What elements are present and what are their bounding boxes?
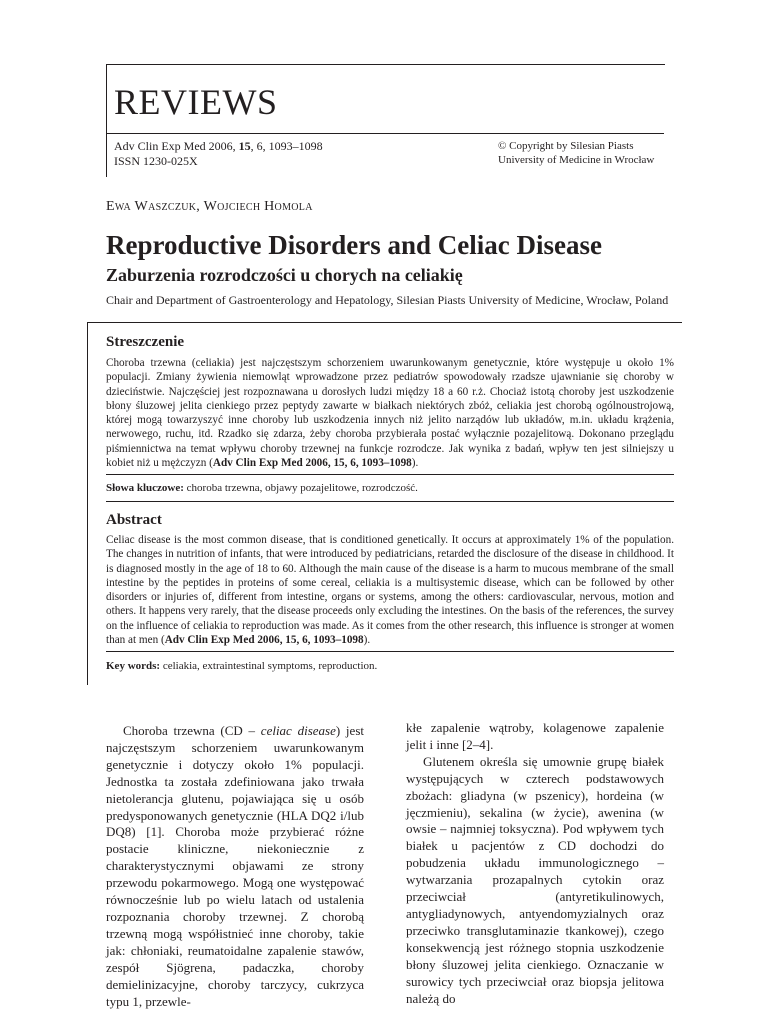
paragraph: [106, 723, 364, 1010]
streszczenie-keywords-text: choroba trzewna, objawy pozajelitowe, rozrodczość.: [183, 482, 418, 494]
copyright-line2: University of Medicine in Wrocław: [498, 154, 655, 166]
journal-citation: [114, 139, 323, 169]
authors: Ewa Waszczuk, Wojciech Homola: [106, 199, 313, 214]
affiliation: Chair and Department of Gastroenterology and Hepatology, Silesian Piasts University of Medicine, Wrocław, Poland: [106, 293, 669, 307]
body-column-left: [106, 720, 364, 1010]
abstract-text: [106, 533, 674, 647]
paragraph: Glutenem określa się umownie grupę białek występujących w czterech podstawowych zbożach: gliadyna (w pszenicy), hordeina (w jęczmieniu), sekalina (w życie), awenina (w owsie – najmniej toksyczna). Pod wpływem tych białek u pacjentów z CD dochodzi do pobudzenia układu immunologicznego – wytwarzania prozapalnych cytokin oraz przeciwciał (antyretikulinowych, antygliadynowych, antyendomyzialnych oraz przeciwko transglutaminazie tkankowej), czego konsekwencją jest różnego stopnia uszkodzenie błony śluzowej jelita cienkiego. Oznaczanie w surowicy tych przeciwciał oraz biopsja jelitowa należą do: [406, 753, 664, 1006]
abstract-keywords-text: celiakia, extraintestinal symptoms, reproduction.: [160, 660, 378, 672]
header-divider: [106, 133, 664, 134]
journal-volume: 15: [238, 139, 251, 153]
article-title-pl: Zaburzenia rozrodczości u chorych na celiakię: [106, 265, 463, 285]
abstract-divider: [106, 651, 674, 652]
streszczenie-citation: Adv Clin Exp Med 2006, 15, 6, 1093–1098: [212, 457, 412, 470]
journal-line1-rest: , 6, 1093–1098: [250, 139, 323, 153]
copyright-line1: © Copyright by Silesian Piasts: [498, 140, 634, 152]
abstract-body: Celiac disease is the most common disease, that is conditioned genetically. It occurs at approximately 1% of the population. The changes in nutrition of infants, that were introduced by pediatricians, retarded the disclosure of the disease in childhood. It is diagnosed mostly in the age of 18 to 60. Although the main cause of the disease is a harm to mucous membrane of the small intestine by the peptides in proteins of some cereal, celiakia is a multisystemic disease, which can be followed by other disorders or injuries of, different from intestine, organs or systems, among the others: cardiovascular, nervous, motion and others. It happens very rarely, that the disease proceeds only excluding the intestines. On the basis of the references, the survey on the influence of celiakia to reproduction was made. As it comes from the other research, this influence is stronger at women than at men (: [106, 534, 674, 647]
abstract-end: ).: [363, 634, 371, 647]
streszczenie-divider: [106, 474, 674, 475]
col1-start: Choroba trzewna (CD –: [123, 723, 261, 738]
streszczenie-keywords: [106, 481, 674, 495]
keywords-divider: [106, 501, 674, 502]
copyright-notice: [498, 139, 654, 167]
article-title-en: Reproductive Disorders and Celiac Disease: [106, 230, 602, 260]
journal-line1: Adv Clin Exp Med 2006,: [114, 139, 239, 153]
abstract-keywords-label: Key words:: [106, 660, 161, 672]
journal-issn: ISSN 1230-025X: [114, 154, 198, 168]
streszczenie-end: ).: [411, 457, 419, 470]
paragraph-continued: kłe zapalenie wątroby, kolagenowe zapalenie jelit i inne [2–4].: [406, 720, 664, 752]
section-title: REVIEWS: [114, 82, 278, 122]
body-column-right: [406, 720, 664, 1007]
abstract-keywords: [106, 659, 674, 673]
streszczenie-body: Choroba trzewna (celiakia) jest najczęstszym schorzeniem uwarunkowanym genetycznie, które występuje u około 1% populacji. Zmiany żywienia niemowląt wprowadzone przez pediatrów spowodowały rzadsze ujawnianie się choroby w dzieciństwie. Najczęściej jest rozpoznawana u dorosłych ludzi między 18 a 60 r.ż. Chociaż istotą choroby jest uszkodzenie błony śluzowej jelita cienkiego przez peptydy zawarte w białkach niektórych zbóż, celiakia jest chorobą ogólnoustrojową, której mogą towarzyszyć inne choroby lub uszkodzenia innych niż jelito narządów lub układów, m.in. układu krążenia, nerwowego, ruchu, itd. Rzadko się zdarza, żeby choroba przybierała postać wyłącznie pozajelitową. Dokonano przeglądu piśmiennictwa na temat wpływu choroby trzewnej na funkcje rozrodcze. Jak wynika z badań, wpływ ten jest silniejszy u kobiet niż u mężczyzn (: [106, 357, 674, 470]
abstract-heading: Abstract: [106, 512, 162, 528]
abstract-citation: Adv Clin Exp Med 2006, 15, 6, 1093–1098: [164, 634, 364, 647]
streszczenie-heading: Streszczenie: [106, 334, 185, 350]
streszczenie-text: [106, 356, 674, 470]
streszczenie-keywords-label: Słowa kluczowe:: [106, 482, 184, 494]
col1-italic: celiac disease: [260, 723, 336, 738]
col1-rest: ) jest najczęstszym schorzeniem uwarunkowanym genetycznie i dotyczy około 1% populacji. Jednostka ta została zdefiniowana jako trwała nietolerancja glutenu, pojawiająca się u osób predysponowanych genetycznie (HLA DQ2 i/lub DQ8) [1]. Choroba może przybierać różne postacie kliniczne, niekoniecznie z charakterystycznymi objawami ze strony przewodu pokarmowego. Mogą one występować równocześnie lub po wielu latach od ustalenia rozpoznania choroby trzewnej. Z chorobą trzewną mogą współistnieć inne choroby, takie jak: chłoniaki, reumatoidalne zapalenie stawów, zespół Sjögrena, padaczka, choroby demielinizacyjne, choroby tarczycy, cukrzyca typu 1, przewle-: [106, 723, 364, 1009]
